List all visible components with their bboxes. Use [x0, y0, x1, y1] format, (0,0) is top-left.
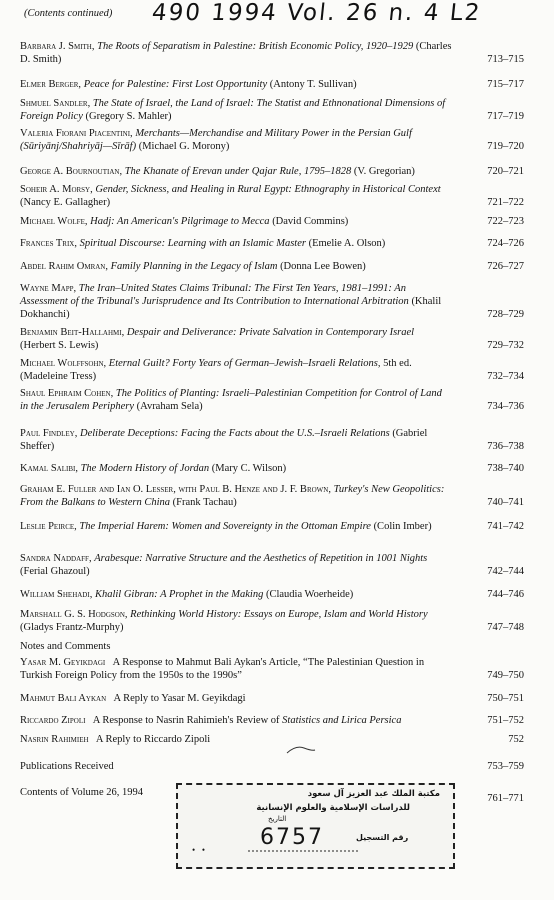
entry-text	[20, 183, 452, 209]
entry-author: Valeria Fiorani Piacentini,	[20, 128, 133, 139]
entry-title: Hadj: An American's Pilgrimage to Mecca	[90, 216, 270, 227]
entry-reviewer: (Madeleine Tress)	[20, 371, 97, 382]
entry-pages: 724–726	[487, 238, 524, 249]
entry-pages: 721–722	[487, 197, 524, 208]
review-entry	[20, 326, 548, 352]
entry-text	[20, 462, 452, 475]
entry-text	[20, 97, 452, 123]
entry-title: Spiritual Discourse: Learning with an Islamic Master	[79, 238, 306, 249]
publications-pages: 753–759	[487, 761, 524, 772]
entry-pages: 740–741	[487, 497, 524, 508]
entry-text	[20, 165, 452, 178]
entry-text	[20, 357, 452, 383]
entry-pages: 744–746	[487, 589, 524, 600]
review-entry	[20, 165, 548, 178]
note-author: Yasar M. Geyikdagi	[20, 657, 106, 668]
entry-text	[20, 78, 452, 91]
entry-author: Paul Findley,	[20, 428, 78, 439]
entry-edition: 5th ed.	[383, 358, 412, 369]
entry-author: George A. Bournoutian,	[20, 166, 123, 177]
entry-text	[20, 127, 452, 153]
entry-reviewer: (Khalil Dokhanchi)	[20, 296, 442, 320]
note-description: A Reply to Riccardo Zipoli	[95, 734, 211, 745]
review-entry	[20, 588, 548, 601]
publications-received	[20, 760, 548, 773]
entry-title: Despair and Deliverance: Private Salvation in Contemporary Israel	[126, 327, 415, 338]
entry-pages: 719–720	[487, 141, 524, 152]
note-pages: 751–752	[487, 715, 524, 726]
entry-title: Khalil Gibran: A Prophet in the Making	[94, 589, 264, 600]
note-description: A Response to Nasrin Rahimieh's Review of	[92, 715, 280, 726]
entry-reviewer: (Charles D. Smith)	[20, 41, 452, 65]
stamp-underline	[248, 849, 358, 853]
entry-reviewer: (Avraham Sela)	[136, 401, 203, 412]
review-entry	[20, 78, 548, 91]
entry-author: Soheir A. Morsy,	[20, 184, 93, 195]
entry-author: Shmuel Sandler,	[20, 98, 91, 109]
entry-author: Sandra Naddaff,	[20, 553, 92, 564]
review-entry	[20, 462, 548, 475]
entry-author: Wayne Mapp,	[20, 283, 77, 294]
entry-text	[20, 387, 452, 413]
entry-reviewer: (Michael G. Morony)	[138, 141, 230, 152]
stamp-line-1: مكتبة الملك عبد العزيز آل سعود	[307, 789, 440, 799]
entry-reviewer: (Gladys Frantz-Murphy)	[20, 622, 124, 633]
note-entry	[20, 656, 548, 682]
entry-text	[20, 260, 452, 273]
note-author: Mahmut Bali Aykan	[20, 693, 107, 704]
review-entry	[20, 552, 548, 578]
note-description: A Response to Mahmut Bali Aykan's Article, “The Palestinian Question in Turkish Foreign Policy from the 1950s to the 1990s”	[20, 657, 425, 681]
entry-reviewer: (Colin Imber)	[373, 521, 432, 532]
entry-author: Frances Trix,	[20, 238, 77, 249]
entry-author: Abdel Rahim Omran,	[20, 261, 108, 272]
entry-title: Eternal Guilt? Forty Years of German–Jewish–Israeli Relations,	[108, 358, 381, 369]
note-pages: 750–751	[487, 693, 524, 704]
review-entry	[20, 427, 548, 453]
review-entry	[20, 282, 548, 321]
review-entry	[20, 260, 548, 273]
entry-author: William Shehadi,	[20, 589, 93, 600]
stamp-registration-number: 6757	[260, 825, 324, 850]
entry-title: Gender, Sickness, and Healing in Rural Egypt: Ethnography in Historical Context	[95, 184, 441, 195]
entry-text	[20, 608, 452, 634]
entry-pages: 717–719	[487, 111, 524, 122]
entry-reviewer: (Gabriel Sheffer)	[20, 428, 428, 452]
entry-reviewer: (Emelie A. Olson)	[308, 238, 386, 249]
note-text	[20, 733, 452, 746]
entry-title: Arabesque: Narrative Structure and the Aesthetics of Repetition in 1001 Nights	[94, 553, 428, 564]
entry-reviewer: (David Commins)	[272, 216, 349, 227]
entry-text	[20, 588, 452, 601]
contents-volume-pages: 761–771	[487, 793, 524, 804]
entry-author: Elmer Berger,	[20, 79, 82, 90]
entry-text	[20, 552, 452, 578]
pen-mark	[286, 744, 316, 754]
stamp-line-2: للدراسات الإسلامية والعلوم الإنسانية	[256, 803, 410, 813]
note-author: Nasrin Rahimieh	[20, 734, 89, 745]
entry-author: Shaul Ephraim Cohen,	[20, 388, 114, 399]
contents-continued-label: (Contents continued)	[24, 8, 113, 19]
entry-reviewer: (V. Gregorian)	[353, 166, 415, 177]
entry-title: Deliberate Deceptions: Facing the Facts about the U.S.–Israeli Relations	[80, 428, 390, 439]
entry-text	[20, 237, 452, 250]
entry-reviewer: (Herbert S. Lewis)	[20, 340, 99, 351]
note-text	[20, 656, 452, 682]
entry-pages: 736–738	[487, 441, 524, 452]
note-entry	[20, 714, 548, 727]
entry-reviewer: (Nancy E. Gallagher)	[20, 197, 111, 208]
review-entry	[20, 357, 548, 383]
stamp-line-3: التاريخ	[268, 815, 287, 823]
entry-author: Barbara J. Smith,	[20, 41, 95, 52]
entry-reviewer: (Frank Tachau)	[172, 497, 237, 508]
entry-title: The Khanate of Erevan under Qajar Rule, 1795–1828	[124, 166, 352, 177]
entry-pages: 726–727	[487, 261, 524, 272]
entry-author: Leslie Peirce,	[20, 521, 77, 532]
entry-author: Michael Wolffsohn,	[20, 358, 107, 369]
entry-pages: 732–734	[487, 371, 524, 382]
review-entry	[20, 608, 548, 634]
entry-text	[20, 326, 452, 352]
entry-author: Graham E. Fuller and Ian O. Lesser, with Paul B. Henze and J. F. Brown,	[20, 484, 331, 495]
entry-title: Rethinking World History: Essays on Europe, Islam and World History	[130, 609, 428, 620]
review-entry	[20, 237, 548, 250]
entry-title: The Roots of Separatism in Palestine: British Economic Policy, 1920–1929	[97, 41, 414, 52]
entry-pages: 747–748	[487, 622, 524, 633]
entry-reviewer: (Antony T. Sullivan)	[269, 79, 357, 90]
entry-title: The Imperial Harem: Women and Sovereignty in the Ottoman Empire	[79, 521, 371, 532]
note-pages: 752	[508, 734, 524, 745]
note-work-title: Statistics and Lirica Persica	[282, 715, 402, 726]
note-entry	[20, 733, 548, 746]
entry-text	[20, 520, 452, 533]
entry-pages: 738–740	[487, 463, 524, 474]
entry-reviewer: (Mary C. Wilson)	[211, 463, 287, 474]
notes-heading: Notes and Comments	[20, 641, 111, 652]
entry-reviewer: (Claudia Woerheide)	[265, 589, 354, 600]
entry-title: Family Planning in the Legacy of Islam	[110, 261, 278, 272]
review-entry	[20, 483, 548, 509]
entry-text	[20, 483, 452, 509]
review-entry	[20, 387, 548, 413]
entry-text	[20, 427, 452, 453]
note-text	[20, 692, 452, 705]
publications-label: Publications Received	[20, 761, 114, 772]
entry-pages: 720–721	[487, 166, 524, 177]
review-entry	[20, 40, 548, 66]
note-description: A Reply to Yasar M. Geyikdagi	[113, 693, 246, 704]
entry-pages: 713–715	[487, 54, 524, 65]
stamp-registration-label: رقم التسجيل	[356, 833, 409, 842]
note-text	[20, 714, 452, 727]
entry-text	[20, 215, 452, 228]
entry-title: Merchants—Merchandise and Military Power in the Persian Gulf (Sūriyānj/Shahriyāj—Sīrāf)	[20, 128, 412, 152]
note-author: Riccardo Zipoli	[20, 715, 86, 726]
entry-pages: 728–729	[487, 309, 524, 320]
review-entry	[20, 127, 548, 153]
entry-author: Kamal Salibi,	[20, 463, 78, 474]
library-stamp	[176, 783, 455, 869]
contents-volume-label: Contents of Volume 26, 1994	[20, 787, 143, 798]
entry-title: Peace for Palestine: First Lost Opportunity	[83, 79, 268, 90]
entry-title: The Politics of Planting: Israeli–Palestinian Competition for Control of Land in the Jerusalem Periphery	[20, 388, 442, 412]
entry-pages: 729–732	[487, 340, 524, 351]
entry-pages: 741–742	[487, 521, 524, 532]
entry-text	[20, 282, 452, 321]
review-entry	[20, 215, 548, 228]
review-entry	[20, 520, 548, 533]
review-entry	[20, 183, 548, 209]
entry-author: Benjamin Beit-Hallahmi,	[20, 327, 125, 338]
entry-reviewer: (Ferial Ghazoul)	[20, 566, 90, 577]
entry-title: The State of Israel, the Land of Israel: The Statist and Ethnonational Dimensions of Foreign Policy	[20, 98, 446, 122]
handwritten-annotation: 490 1994 Vol. 26 n. 4 L2	[150, 0, 483, 26]
entry-pages: 722–723	[487, 216, 524, 227]
entry-pages: 734–736	[487, 401, 524, 412]
entry-pages: 715–717	[487, 79, 524, 90]
entry-title: Turkey's New Geopolitics: From the Balkans to Western China	[20, 484, 445, 508]
note-pages: 749–750	[487, 670, 524, 681]
stamp-dots: • •	[192, 845, 206, 855]
note-entry	[20, 692, 548, 705]
entry-pages: 742–744	[487, 566, 524, 577]
review-entry	[20, 97, 548, 123]
entry-reviewer: (Gregory S. Mahler)	[85, 111, 172, 122]
entry-author: Marshall G. S. Hodgson,	[20, 609, 128, 620]
entry-title: The Modern History of Jordan	[80, 463, 210, 474]
entry-text	[20, 40, 452, 66]
entry-title: The Iran–United States Claims Tribunal: The First Ten Years, 1981–1991: An Assessment of the Tribunal's Jurisprudence and Its Contribution to International Arbitration	[20, 283, 409, 307]
entry-reviewer: (Donna Lee Bowen)	[280, 261, 366, 272]
entry-author: Michael Wolfe,	[20, 216, 88, 227]
